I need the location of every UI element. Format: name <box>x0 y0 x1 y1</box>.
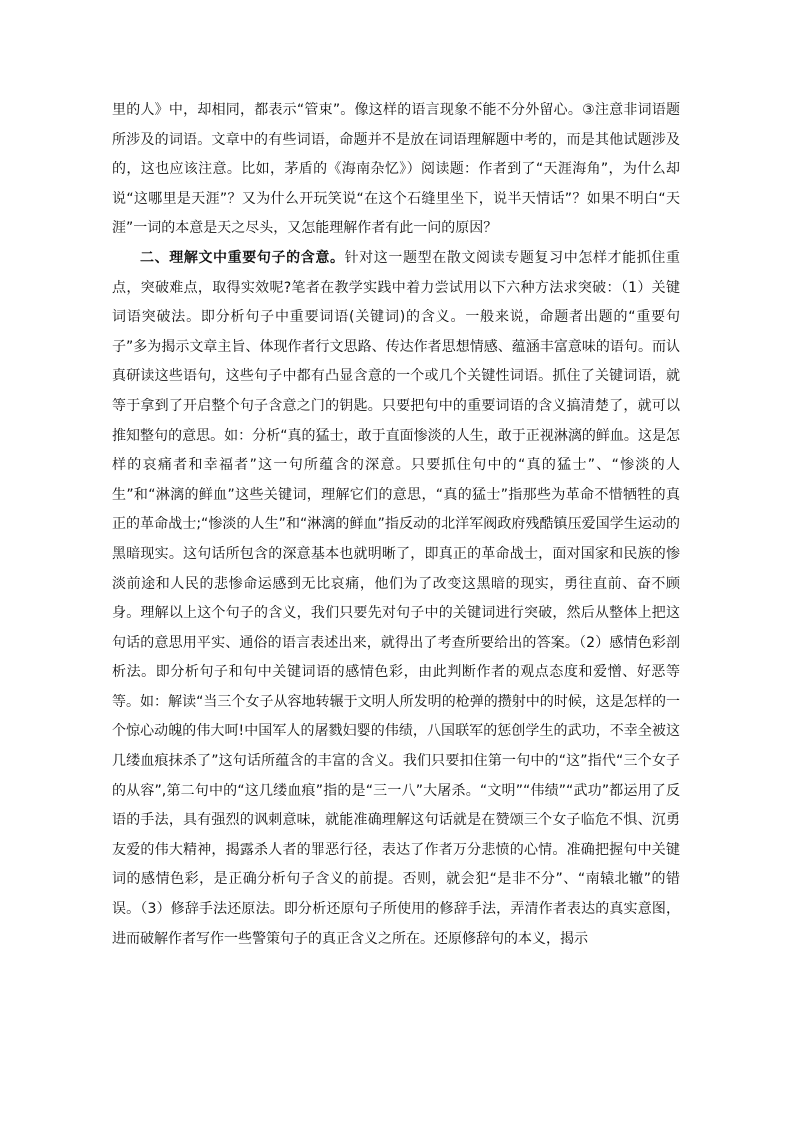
section-paragraph-text: 针对这一题型在散文阅读专题复习中怎样才能抓住重点，突破难点，取得实效呢?笔者在教学实践中着力尝试用以下六种方法求突破：（1）关键词语突破法。即分析句子中重要词语(关键词)的含义。一般来说，命题者出题的“重要句子”多为揭示文章主旨、体现作者行文思路、传达作者思想情感、蕴涵丰富意味的语句。而认真研读这些语句，这些句子中都有凸显含意的一个或几个关键性词语。抓住了关键词语，就等于拿到了开启整个句子含意之门的钥匙。只要把句中的重要词语的含义搞清楚了，就可以推知整句的意思。如：分析“真的猛士，敢于直面惨淡的人生，敢于正视淋漓的鲜血。这是怎样的哀痛者和幸福者”这一句所蕴含的深意。只要抓住句中的“真的猛士”、“惨淡的人生”和“淋漓的鲜血”这些关键词，理解它们的意思，“真的猛士”指那些为革命不惜牺牲的真正的革命战士;“惨淡的人生”和“淋漓的鲜血”指反动的北洋军阀政府残酷镇压爱国学生运动的黑暗现实。这句话所包含的深意基本也就明晰了，即真正的革命战士，面对国家和民族的惨淡前途和人民的悲惨命运感到无比哀痛，他们为了改变这黑暗的现实，勇往直前、奋不顾身。理解以上这个句子的含义，我们只要先对句子中的关键词进行突破，然后从整体上把这句话的意思用平实、通俗的语言表述出来，就得出了考查所要给出的答案。（2）感情色彩剖析法。即分析句子和句中关键词语的感情色彩，由此判断作者的观点态度和爱憎、好恶等等。如：解读“当三个女子从容地转辗于文明人所发明的枪弹的攒射中的时候，这是怎样的一个惊心动魄的伟大呵!中国军人的屠戮妇婴的伟绩，八国联军的惩创学生的武功，不幸全被这几缕血痕抹杀了”这句话所蕴含的丰富的含义。我们只要扣住第一句中的“这”指代“三个女子的从容”,第二句中的“这几缕血痕”指的是“三一八”大屠杀。“文明”“伟绩”“武功”都运用了反语的手法，具有强烈的讽刺意味，就能准确理解这句话就是在赞颂三个女子临危不惧、沉勇友爱的伟大精神，揭露杀人者的罪恶行径，表达了作者万分悲愤的心情。准确把握句中关键词的感情色彩，是正确分析句子含义的前提。否则，就会犯“是非不分”、“南辕北辙”的错误。（3）修辞手法还原法。即分析还原句子所使用的修辞手法，弄清作者表达的真实意图，进而破解作者写作一些警策句子的真正含义之所在。还原修辞句的本义，揭示 <box>112 249 681 947</box>
section-paragraph <box>112 244 680 954</box>
section-heading: 二、理解文中重要句子的含意。 <box>140 249 345 266</box>
paragraph-continued: 里的人》中，却相同，都表示“管束”。像这样的语言现象不能不分外留心。③注意非词语题所涉及的词语。文章中的有些词语，命题并不是放在词语理解题中考的，而是其他试题涉及的，这也应该注意。比如，茅盾的《海南杂忆》）阅读题：作者到了“天涯海角”，为什么却说“这哪里是天涯”？又为什么开玩笑说“在这个石缝里坐下，说半天情话”？如果不明白“天涯”一词的本意是天之尽头，又怎能理解作者有此一问的原因？ <box>112 102 680 237</box>
document-body <box>112 96 680 954</box>
